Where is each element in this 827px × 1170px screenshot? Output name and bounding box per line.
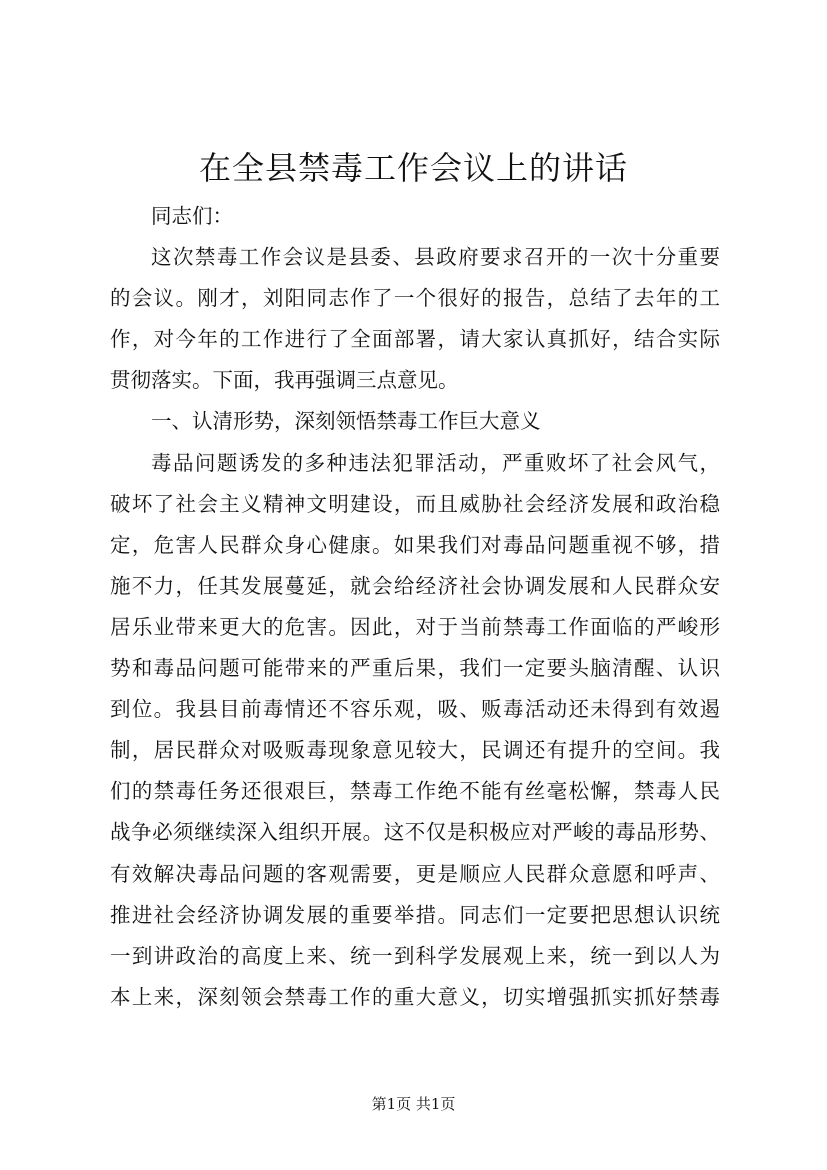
paragraph-line: 破坏了社会主义精神文明建设，而且威胁社会经济发展和政治稳	[110, 491, 720, 516]
paragraph-line: 贯彻落实。下面，我再强调三点意见。	[110, 368, 459, 393]
paragraph-line: 一到讲政治的高度上来、统一到科学发展观上来，统一到以人为	[110, 943, 720, 968]
section-heading-1	[110, 401, 720, 442]
salutation: 同志们：	[151, 204, 233, 228]
paragraph-line: 本上来，深刻领会禁毒工作的重大意义，切实增强抓实抓好禁毒	[110, 984, 720, 1009]
section-heading-text: 一、认清形势，深刻领悟禁毒工作巨大意义	[151, 409, 541, 434]
paragraph-line: 有效解决毒品问题的客观需要，更是顺应人民群众意愿和呼声、	[110, 861, 720, 886]
paragraph-line: 制，居民群众对吸贩毒现象意见较大，民调还有提升的空间。我	[110, 738, 720, 763]
paragraph-line: 战争必须继续深入组织开展。这不仅是积极应对严峻的毒品形势、	[110, 820, 720, 845]
document-title: 在全县禁毒工作会议上的讲话	[198, 149, 628, 187]
paragraph-line: 居乐业带来更大的危害。因此，对于当前禁毒工作面临的严峻形	[110, 614, 720, 639]
document-body	[110, 196, 720, 1018]
paragraph-line: 毒品问题诱发的多种违法犯罪活动，严重败坏了社会风气，	[151, 450, 720, 475]
page-footer: 第1页 共1页	[371, 1095, 456, 1113]
paragraph-line: 推进社会经济协调发展的重要举措。同志们一定要把思想认识统	[110, 902, 720, 927]
paragraph-line: 们的禁毒任务还很艰巨，禁毒工作绝不能有丝毫松懈，禁毒人民	[110, 779, 720, 804]
paragraph-line: 定，危害人民群众身心健康。如果我们对毒品问题重视不够，措	[110, 532, 720, 557]
paragraph-line: 到位。我县目前毒情还不容乐观，吸、贩毒活动还未得到有效遏	[110, 697, 720, 722]
paragraph-intro	[110, 237, 720, 401]
paragraph-line: 势和毒品问题可能带来的严重后果，我们一定要头脑清醒、认识	[110, 656, 720, 681]
paragraph-line: 这次禁毒工作会议是县委、县政府要求召开的一次十分重要	[151, 245, 720, 270]
paragraph-line: 的会议。刚才，刘阳同志作了一个很好的报告，总结了去年的工	[110, 286, 720, 311]
paragraph-line: 作，对今年的工作进行了全面部署，请大家认真抓好，结合实际	[110, 327, 720, 352]
paragraph-section-1	[110, 443, 720, 1018]
paragraph-line: 施不力，任其发展蔓延，就会给经济社会协调发展和人民群众安	[110, 573, 720, 598]
